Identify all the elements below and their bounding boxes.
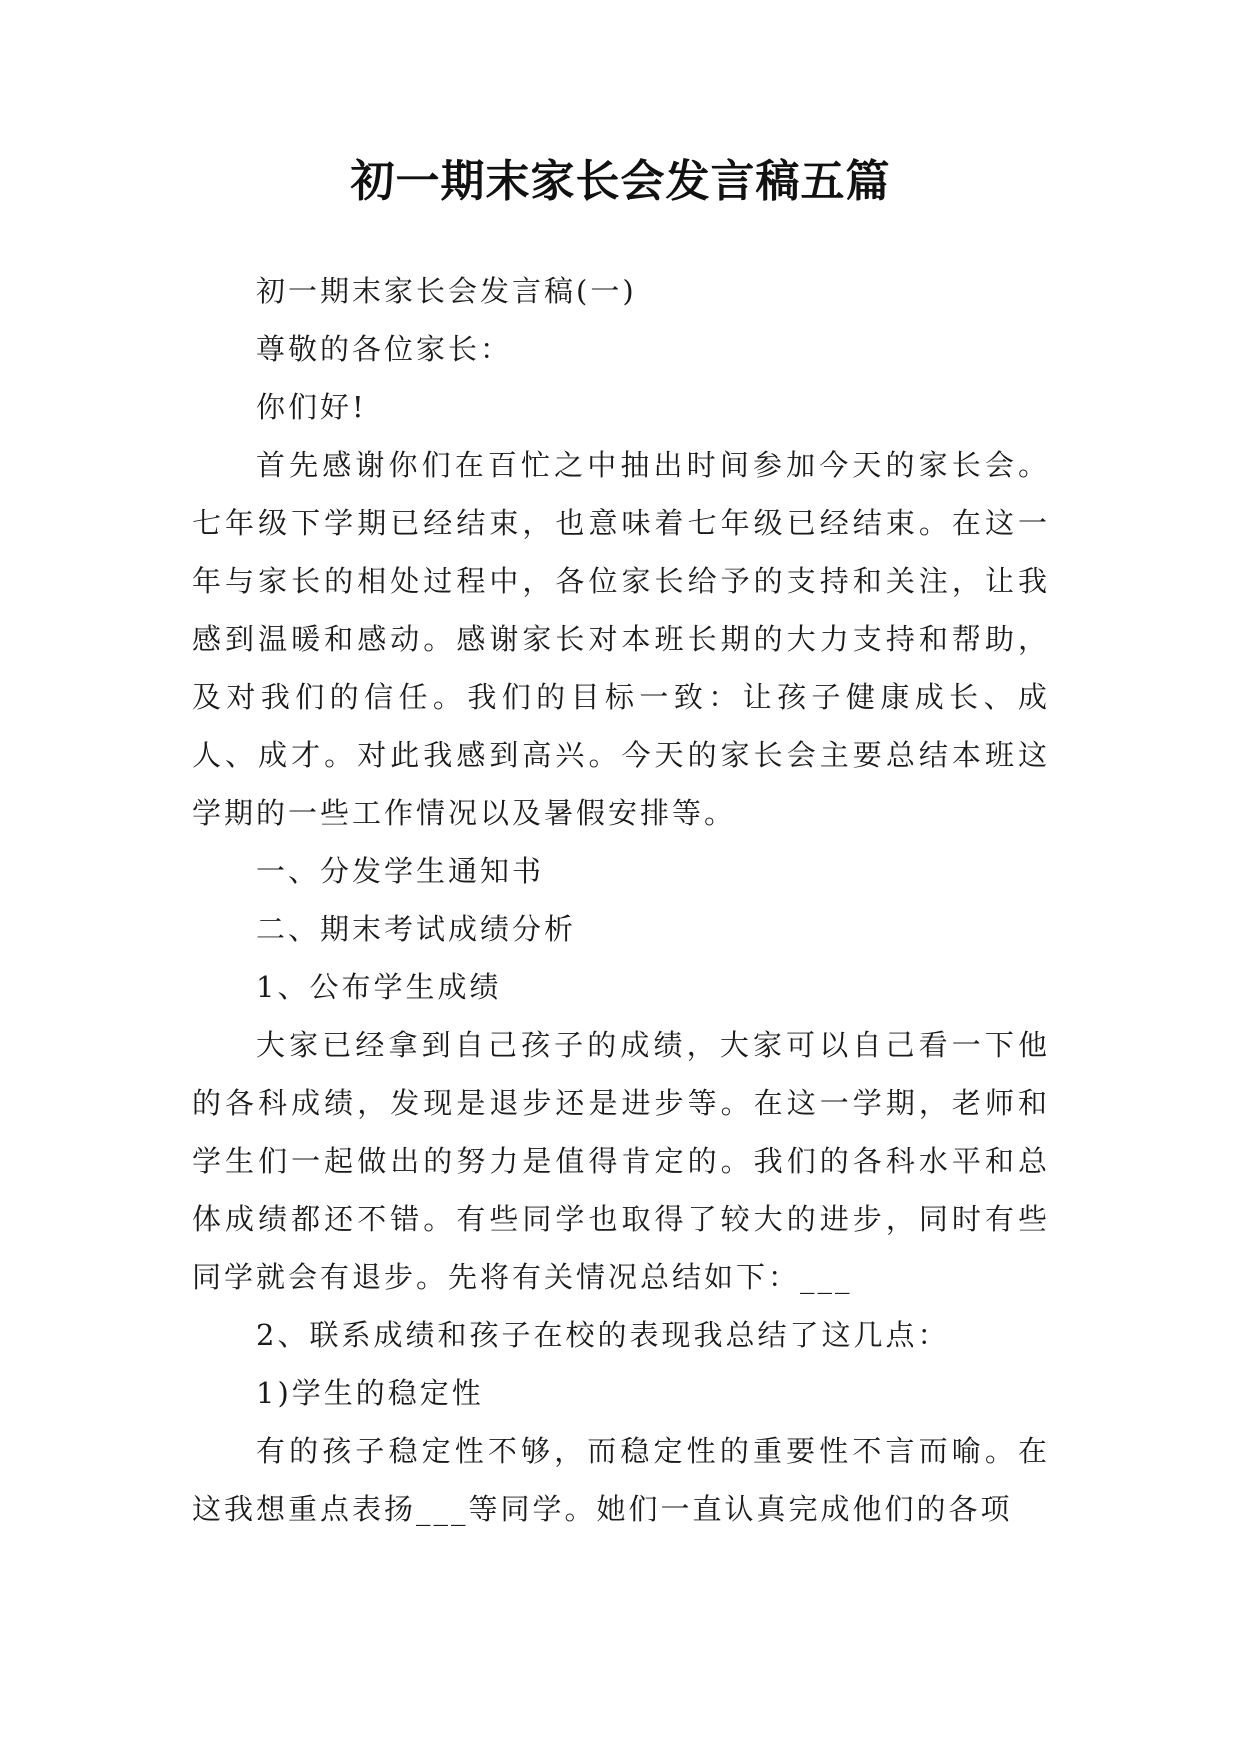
subitem-publish-scores: 1、公布学生成绩 (256, 970, 502, 1004)
salutation: 尊敬的各位家长： (256, 332, 513, 366)
intro-paragraph: 首先感谢你们在百忙之中抽出时间参加今天的家长会。七年级下学期已经结束，也意味着七年级已经结束。在这一年与家长的相处过程中，各位家长给予的支持和关注，让我感到温暖和感动。感谢家长对本班长期的大力支持和帮助，及对我们的信任。我们的目标一致：让孩子健康成长、成人、成才。对此我感到高兴。今天的家长会主要总结本班这学期的一些工作情况以及暑假安排等。 (192, 448, 1050, 830)
document-title: 初一期末家长会发言稿五篇 (350, 156, 891, 207)
stability-paragraph: 有的孩子稳定性不够，而稳定性的重要性不言而喻。在这我想重点表扬___等同学。她们一直认真完成他们的各项 (192, 1434, 1050, 1526)
document-body (192, 262, 1050, 1538)
subitem-school-performance: 2、联系成绩和孩子在校的表现我总结了这几点： (256, 1318, 950, 1352)
scores-paragraph: 大家已经拿到自己孩子的成绩，大家可以自己看一下他的各科成绩，发现是退步还是进步等。在这一学期，老师和学生们一起做出的努力是值得肯定的。我们的各科水平和总体成绩都还不错。有些同学也取得了较大的进步，同时有些同学就会有退步。先将有关情况总结如下：___ (192, 1028, 1050, 1294)
subitem-stability: 1)学生的稳定性 (256, 1376, 484, 1410)
greeting: 你们好! (256, 390, 367, 424)
section-heading: 初一期末家长会发言稿(一) (256, 274, 637, 308)
list-item-distribute-notices: 一、分发学生通知书 (256, 854, 545, 888)
list-item-exam-analysis: 二、期末考试成绩分析 (256, 912, 577, 946)
